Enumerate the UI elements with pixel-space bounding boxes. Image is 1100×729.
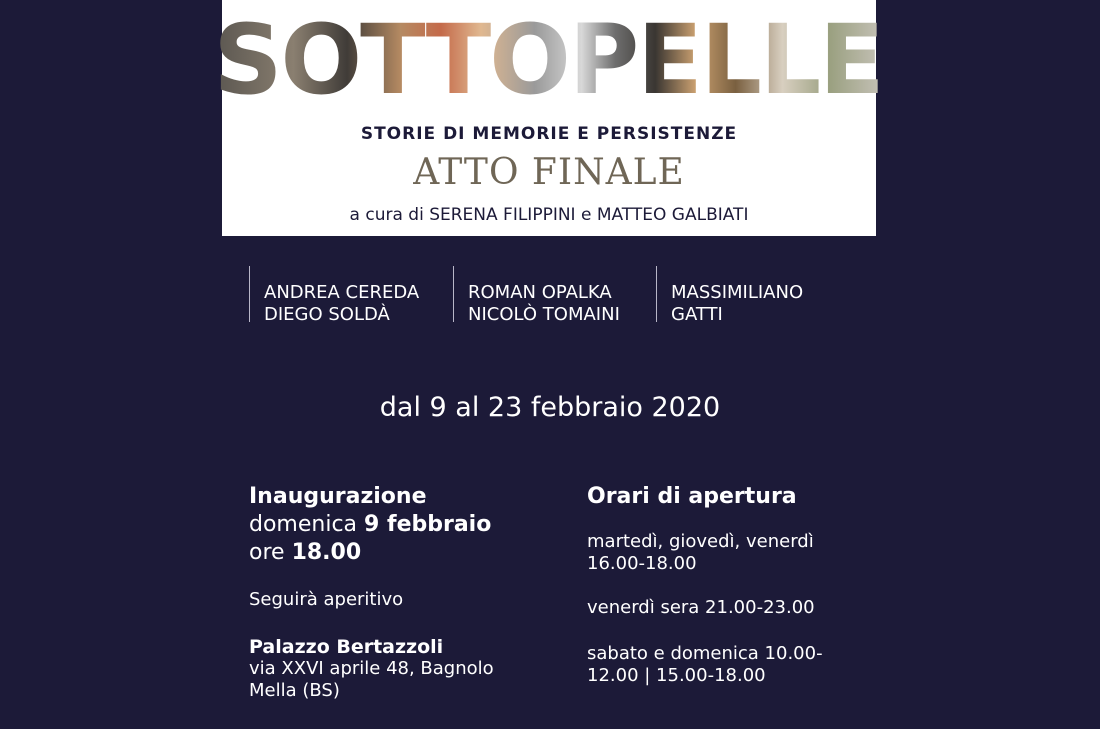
curators: a cura di SERENA FILIPPINI e MATTEO GALBIATI [349, 205, 749, 225]
logo [213, 4, 883, 116]
artist-name: MASSIMILIANO [671, 282, 804, 303]
hours-slot: venerdì sera 21.00-23.00 [587, 597, 815, 618]
artist-name: ROMAN OPALKA [468, 282, 612, 303]
time-prefix: ore [249, 540, 285, 565]
inauguration-block [249, 483, 549, 702]
artist-name: GATTI [671, 304, 723, 325]
artist-column-2 [453, 266, 620, 325]
hours-slot: sabato e domenica 10.00-12.00 | 15.00-18.00 [587, 643, 823, 686]
time-value: 18.00 [291, 540, 362, 565]
hours-slot: martedì, giovedì, venerdì 16.00-18.00 [587, 531, 814, 574]
day-prefix: domenica [249, 512, 358, 537]
venue-name: Palazzo Bertazzoli [249, 636, 444, 658]
inauguration-day [249, 511, 549, 539]
event-title: ATTO FINALE [413, 152, 685, 193]
logo-text: SOTTOPELLE [213, 4, 883, 116]
opening-hours-block [587, 483, 887, 687]
subtitle: STORIE DI MEMORIE E PERSISTENZE [360, 124, 738, 144]
inauguration-time [249, 539, 549, 567]
exhibition-dates: dal 9 al 23 febbraio 2020 [379, 392, 721, 423]
artist-column-1 [249, 266, 420, 325]
artist-name: NICOLÒ TOMAINI [468, 304, 620, 325]
artist-name: DIEGO SOLDÀ [264, 304, 390, 325]
artist-name: ANDREA CEREDA [264, 282, 420, 303]
opening-hours-title: Orari di apertura [587, 484, 797, 509]
header-card [213, 0, 883, 236]
venue-address: via XXVI aprile 48, Bagnolo Mella (BS) [249, 658, 494, 701]
aperitivo-note: Seguirà aperitivo [249, 589, 404, 610]
day-date: 9 febbraio [364, 512, 492, 537]
artist-column-3 [656, 266, 804, 325]
inauguration-title: Inaugurazione [249, 484, 427, 509]
